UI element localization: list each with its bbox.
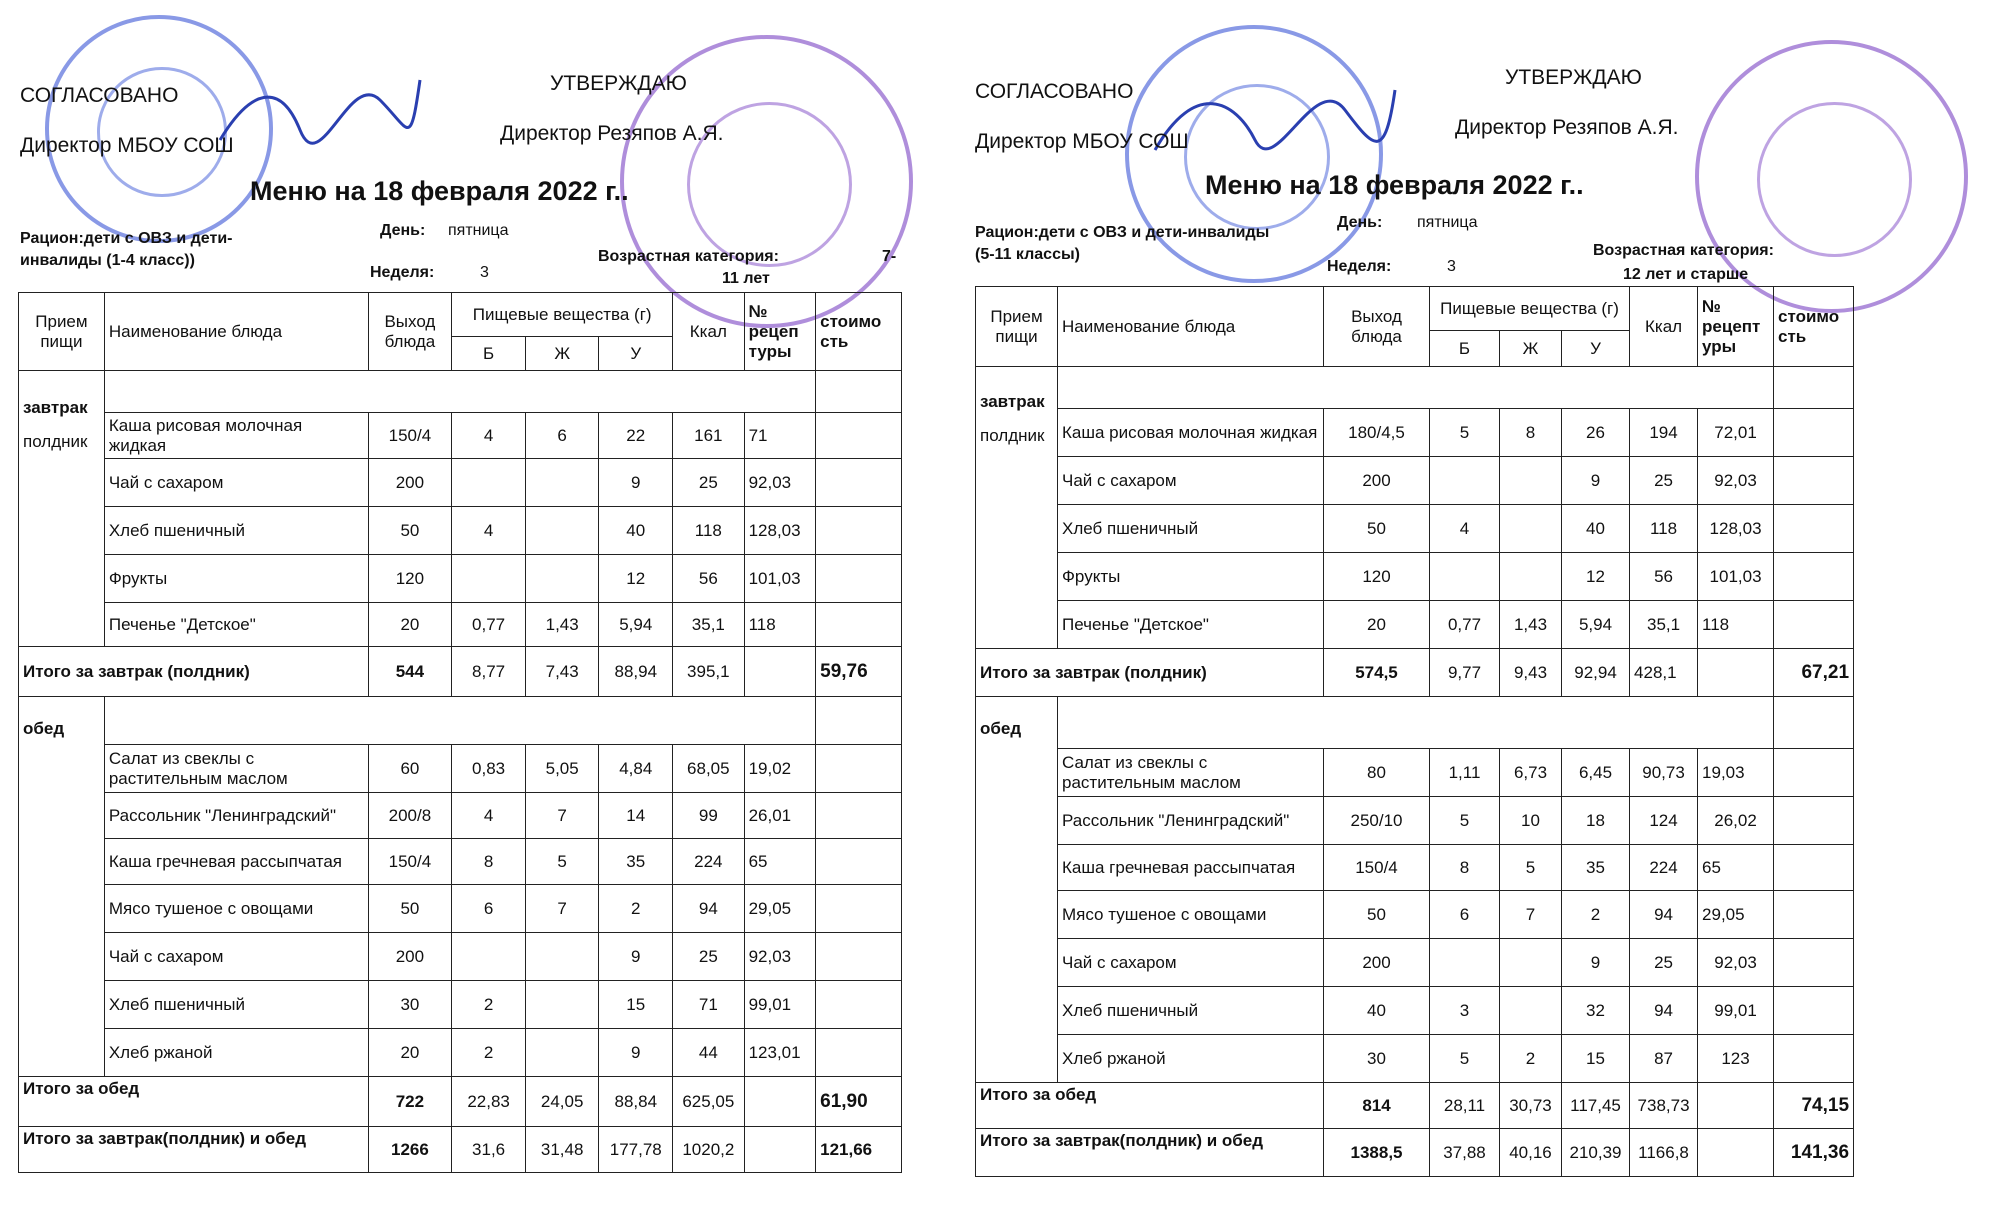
yield-cell: 1266	[368, 1127, 452, 1173]
table-row	[976, 987, 1854, 1035]
protein-cell: 6	[1430, 891, 1500, 939]
carbs-cell: 5,94	[599, 603, 673, 647]
yield-cell: 200/8	[368, 793, 452, 839]
yield-cell: 80	[1324, 749, 1430, 797]
total-label: Итого за обед	[976, 1083, 1324, 1129]
cost-cell: 141,36	[1774, 1129, 1854, 1177]
meal-label: полдник	[980, 426, 1045, 445]
recipe-cell: 29,05	[744, 885, 816, 933]
fat-cell	[525, 555, 599, 603]
table-row	[976, 797, 1854, 845]
yield-cell: 20	[368, 603, 452, 647]
kcal-cell: 87	[1630, 1035, 1698, 1083]
recipe-cell: 123,01	[744, 1029, 816, 1077]
recipe-cell: 128,03	[1698, 505, 1774, 553]
week-value: 3	[1447, 258, 1456, 275]
yield-cell: 150/4	[368, 413, 452, 459]
table-row	[976, 891, 1854, 939]
fat-cell: 5	[1500, 845, 1562, 891]
meal-label: обед	[976, 697, 1058, 1083]
total-label: Итого за обед	[19, 1077, 369, 1127]
director-school-label: Директор МБОУ СОШ	[975, 130, 1189, 153]
carbs-cell: 92,94	[1562, 649, 1630, 697]
fat-cell	[1500, 457, 1562, 505]
yield-cell: 20	[1324, 601, 1430, 649]
carbs-cell: 177,78	[599, 1127, 673, 1173]
fat-cell	[525, 981, 599, 1029]
yield-cell: 180/4,5	[1324, 409, 1430, 457]
protein-cell	[452, 459, 526, 507]
yield-cell: 200	[368, 933, 452, 981]
dish-name: Фрукты	[1058, 553, 1324, 601]
dish-name: Каша рисовая молочная жидкая	[104, 413, 368, 459]
header-nutrients: Пищевые вещества (г)	[452, 293, 673, 337]
recipe-cell: 29,05	[1698, 891, 1774, 939]
yield-cell: 30	[368, 981, 452, 1029]
protein-cell: 4	[1430, 505, 1500, 553]
fat-cell	[525, 459, 599, 507]
protein-cell: 28,11	[1430, 1083, 1500, 1129]
header-cost: стоимо сть	[1774, 287, 1854, 367]
header-dish: Наименование блюда	[104, 293, 368, 371]
meal-label: полдник	[23, 432, 88, 451]
fat-cell: 2	[1500, 1035, 1562, 1083]
fat-cell	[525, 1029, 599, 1077]
dish-name: Хлеб ржаной	[1058, 1035, 1324, 1083]
yield-cell: 250/10	[1324, 797, 1430, 845]
protein-cell: 4	[452, 413, 526, 459]
kcal-cell: 94	[673, 885, 745, 933]
kcal-cell: 395,1	[673, 647, 745, 697]
kcal-cell: 118	[1630, 505, 1698, 553]
fat-cell: 1,43	[1500, 601, 1562, 649]
cost-cell: 121,66	[816, 1127, 902, 1173]
kcal-cell: 94	[1630, 987, 1698, 1035]
agreed-label: СОГЛАСОВАНО	[20, 84, 179, 107]
carbs-cell: 9	[599, 933, 673, 981]
protein-cell: 22,83	[452, 1077, 526, 1127]
protein-cell: 1,11	[1430, 749, 1500, 797]
table-row	[19, 981, 902, 1029]
menu-table	[975, 286, 1854, 1177]
recipe-cell: 19,03	[1698, 749, 1774, 797]
kcal-cell: 194	[1630, 409, 1698, 457]
protein-cell	[452, 555, 526, 603]
recipe-cell: 101,03	[1698, 553, 1774, 601]
fat-cell: 7	[525, 885, 599, 933]
fat-cell: 5	[525, 839, 599, 885]
kcal-cell: 224	[1630, 845, 1698, 891]
fat-cell: 30,73	[1500, 1083, 1562, 1129]
kcal-cell: 35,1	[673, 603, 745, 647]
day-label: День:	[1337, 214, 1383, 231]
table-row	[19, 413, 902, 459]
recipe-cell: 92,03	[744, 933, 816, 981]
table-row	[19, 507, 902, 555]
recipe-cell: 92,03	[1698, 457, 1774, 505]
dish-name: Хлеб пшеничный	[104, 507, 368, 555]
day-value: пятница	[448, 222, 509, 239]
header-nutrients: Пищевые вещества (г)	[1430, 287, 1630, 331]
protein-cell: 0,83	[452, 745, 526, 793]
yield-cell: 722	[368, 1077, 452, 1127]
carbs-cell: 14	[599, 793, 673, 839]
dish-name: Салат из свеклы с растительным маслом	[104, 745, 368, 793]
header-cost: стоимо сть	[816, 293, 902, 371]
carbs-cell: 35	[599, 839, 673, 885]
recipe-cell: 72,01	[1698, 409, 1774, 457]
kcal-cell: 90,73	[1630, 749, 1698, 797]
recipe-cell: 128,03	[744, 507, 816, 555]
carbs-cell: 9	[1562, 939, 1630, 987]
yield-cell: 120	[368, 555, 452, 603]
yield-cell: 814	[1324, 1083, 1430, 1129]
protein-cell: 2	[452, 981, 526, 1029]
table-row	[976, 601, 1854, 649]
meal-cell-breakfast	[19, 371, 105, 647]
fat-cell: 40,16	[1500, 1129, 1562, 1177]
protein-cell	[452, 933, 526, 981]
dish-name: Хлеб пшеничный	[104, 981, 368, 1029]
meal-label: обед	[19, 697, 105, 1077]
total-label: Итого за завтрак(полдник) и обед	[19, 1127, 369, 1173]
fat-cell: 7	[1500, 891, 1562, 939]
protein-cell: 31,6	[452, 1127, 526, 1173]
dish-name: Чай с сахаром	[104, 933, 368, 981]
protein-cell: 8,77	[452, 647, 526, 697]
yield-cell: 574,5	[1324, 649, 1430, 697]
menu-sheet-left	[10, 0, 970, 1222]
yield-cell: 50	[368, 507, 452, 555]
yield-cell: 120	[1324, 553, 1430, 601]
header-fat: Ж	[525, 337, 599, 371]
dish-name: Чай с сахаром	[1058, 939, 1324, 987]
carbs-cell: 40	[1562, 505, 1630, 553]
dish-name: Хлеб ржаной	[104, 1029, 368, 1077]
yield-cell: 50	[1324, 891, 1430, 939]
protein-cell: 37,88	[1430, 1129, 1500, 1177]
approve-label: УТВЕРЖДАЮ	[1505, 66, 1642, 89]
round-seal-stamp	[45, 15, 273, 243]
protein-cell: 4	[452, 507, 526, 555]
fat-cell: 8	[1500, 409, 1562, 457]
kcal-cell: 1166,8	[1630, 1129, 1698, 1177]
kcal-cell: 161	[673, 413, 745, 459]
kcal-cell: 25	[1630, 939, 1698, 987]
fat-cell: 31,48	[525, 1127, 599, 1173]
total-label: Итого за завтрак (полдник)	[976, 649, 1324, 697]
kcal-cell: 94	[1630, 891, 1698, 939]
approve-label: УТВЕРЖДАЮ	[550, 72, 687, 95]
protein-cell: 5	[1430, 1035, 1500, 1083]
protein-cell: 0,77	[452, 603, 526, 647]
carbs-cell: 35	[1562, 845, 1630, 891]
fat-cell	[1500, 553, 1562, 601]
header-kcal: Ккал	[673, 293, 745, 371]
meal-cell-breakfast	[976, 367, 1058, 649]
kcal-cell: 25	[673, 933, 745, 981]
dish-name: Чай с сахаром	[1058, 457, 1324, 505]
header-kcal: Ккал	[1630, 287, 1698, 367]
protein-cell: 5	[1430, 409, 1500, 457]
recipe-cell: 71	[744, 413, 816, 459]
yield-cell: 1388,5	[1324, 1129, 1430, 1177]
day-value: пятница	[1417, 214, 1478, 231]
cost-cell: 59,76	[816, 647, 902, 697]
meal-label: завтрак	[980, 392, 1045, 411]
table-row	[976, 939, 1854, 987]
cost-cell: 74,15	[1774, 1083, 1854, 1129]
header-meal: Прием пищи	[19, 293, 105, 371]
protein-cell	[1430, 553, 1500, 601]
lunch-total-row	[976, 1083, 1854, 1129]
fat-cell: 7,43	[525, 647, 599, 697]
table-row	[19, 745, 902, 793]
recipe-cell: 118	[1698, 601, 1774, 649]
carbs-cell: 15	[599, 981, 673, 1029]
yield-cell: 50	[1324, 505, 1430, 553]
protein-cell: 4	[452, 793, 526, 839]
dish-name: Рассольник "Ленинградский"	[104, 793, 368, 839]
week-value: 3	[480, 264, 489, 281]
fat-cell: 5,05	[525, 745, 599, 793]
protein-cell: 9,77	[1430, 649, 1500, 697]
header-carbs: У	[599, 337, 673, 371]
yield-cell: 30	[1324, 1035, 1430, 1083]
kcal-cell: 428,1	[1630, 649, 1698, 697]
recipe-cell: 99,01	[1698, 987, 1774, 1035]
table-row	[19, 793, 902, 839]
table-row	[976, 553, 1854, 601]
kcal-cell: 124	[1630, 797, 1698, 845]
protein-cell: 0,77	[1430, 601, 1500, 649]
breakfast-total-row	[19, 647, 902, 697]
breakfast-total-row	[976, 649, 1854, 697]
fat-cell: 7	[525, 793, 599, 839]
recipe-cell: 92,03	[1698, 939, 1774, 987]
carbs-cell: 9	[599, 1029, 673, 1077]
recipe-cell: 65	[1698, 845, 1774, 891]
yield-cell: 150/4	[368, 839, 452, 885]
fat-cell: 1,43	[525, 603, 599, 647]
protein-cell: 6	[452, 885, 526, 933]
table-row	[976, 409, 1854, 457]
carbs-cell: 2	[1562, 891, 1630, 939]
fat-cell: 9,43	[1500, 649, 1562, 697]
table-row	[976, 505, 1854, 553]
recipe-cell: 65	[744, 839, 816, 885]
recipe-cell: 26,01	[744, 793, 816, 839]
carbs-cell: 12	[599, 555, 673, 603]
kcal-cell: 35,1	[1630, 601, 1698, 649]
age-category-value: 11 лет	[722, 270, 770, 287]
carbs-cell: 9	[1562, 457, 1630, 505]
table-row	[19, 933, 902, 981]
protein-cell	[1430, 457, 1500, 505]
dish-name: Печенье "Детское"	[104, 603, 368, 647]
dish-name: Каша гречневая рассыпчатая	[1058, 845, 1324, 891]
table-row	[19, 459, 902, 507]
dish-name: Рассольник "Ленинградский"	[1058, 797, 1324, 845]
fat-cell	[525, 933, 599, 981]
table-row	[976, 457, 1854, 505]
kcal-cell: 71	[673, 981, 745, 1029]
yield-cell: 50	[368, 885, 452, 933]
kcal-cell: 1020,2	[673, 1127, 745, 1173]
fat-cell: 24,05	[525, 1077, 599, 1127]
carbs-cell: 9	[599, 459, 673, 507]
fat-cell	[1500, 987, 1562, 1035]
protein-cell: 8	[452, 839, 526, 885]
dish-name: Хлеб пшеничный	[1058, 987, 1324, 1035]
week-label: Неделя:	[1327, 258, 1392, 275]
carbs-cell: 88,84	[599, 1077, 673, 1127]
age-category-value: 7-	[882, 248, 897, 265]
yield-cell: 60	[368, 745, 452, 793]
protein-cell: 5	[1430, 797, 1500, 845]
ration-label: Рацион:дети с ОВЗ и дети-инвалиды (1-4 класс))	[20, 230, 233, 269]
protein-cell	[1430, 939, 1500, 987]
director-name: Директор Резяпов А.Я.	[1455, 116, 1679, 139]
header-carbs: У	[1562, 331, 1630, 367]
cost-cell: 67,21	[1774, 649, 1854, 697]
table-row	[19, 885, 902, 933]
table-row	[976, 749, 1854, 797]
table-row	[976, 1035, 1854, 1083]
carbs-cell: 26	[1562, 409, 1630, 457]
header-protein: Б	[1430, 331, 1500, 367]
protein-cell: 3	[1430, 987, 1500, 1035]
dish-name: Хлеб пшеничный	[1058, 505, 1324, 553]
kcal-cell: 25	[673, 459, 745, 507]
yield-cell: 40	[1324, 987, 1430, 1035]
dish-name: Мясо тушеное с овощами	[1058, 891, 1324, 939]
fat-cell: 6,73	[1500, 749, 1562, 797]
yield-cell: 200	[1324, 457, 1430, 505]
carbs-cell: 88,94	[599, 647, 673, 697]
yield-cell: 20	[368, 1029, 452, 1077]
cost-cell: 61,90	[816, 1077, 902, 1127]
header-protein: Б	[452, 337, 526, 371]
kcal-cell: 118	[673, 507, 745, 555]
table-row	[19, 1029, 902, 1077]
kcal-cell: 224	[673, 839, 745, 885]
director-name: Директор Резяпов А.Я.	[500, 122, 724, 145]
carbs-cell: 15	[1562, 1035, 1630, 1083]
kcal-cell: 25	[1630, 457, 1698, 505]
protein-cell: 8	[1430, 845, 1500, 891]
recipe-cell: 99,01	[744, 981, 816, 1029]
total-label: Итого за завтрак(полдник) и обед	[976, 1129, 1324, 1177]
dish-name: Чай с сахаром	[104, 459, 368, 507]
lunch-total-row	[19, 1077, 902, 1127]
page-title: Меню на 18 февраля 2022 г..	[1205, 170, 1584, 200]
recipe-cell: 118	[744, 603, 816, 647]
carbs-cell: 32	[1562, 987, 1630, 1035]
fat-cell	[1500, 939, 1562, 987]
agreed-label: СОГЛАСОВАНО	[975, 80, 1134, 103]
age-category-label: Возрастная категория:	[1593, 242, 1774, 259]
menu-table	[18, 292, 902, 1173]
yield-cell: 200	[368, 459, 452, 507]
carbs-cell: 210,39	[1562, 1129, 1630, 1177]
table-row	[19, 839, 902, 885]
director-school-label: Директор МБОУ СОШ	[20, 134, 234, 157]
kcal-cell: 56	[1630, 553, 1698, 601]
page-title: Меню на 18 февраля 2022 г..	[250, 176, 629, 206]
kcal-cell: 738,73	[1630, 1083, 1698, 1129]
carbs-cell: 40	[599, 507, 673, 555]
carbs-cell: 12	[1562, 553, 1630, 601]
grand-total-row	[19, 1127, 902, 1173]
fat-cell: 6	[525, 413, 599, 459]
table-row	[19, 603, 902, 647]
fat-cell	[525, 507, 599, 555]
kcal-cell: 44	[673, 1029, 745, 1077]
kcal-cell: 56	[673, 555, 745, 603]
carbs-cell: 22	[599, 413, 673, 459]
yield-cell: 544	[368, 647, 452, 697]
grand-total-row	[976, 1129, 1854, 1177]
fat-cell	[1500, 505, 1562, 553]
meal-label: завтрак	[23, 398, 88, 417]
header-recipe: № рецепт уры	[1698, 287, 1774, 367]
kcal-cell: 625,05	[673, 1077, 745, 1127]
carbs-cell: 18	[1562, 797, 1630, 845]
yield-cell: 150/4	[1324, 845, 1430, 891]
carbs-cell: 4,84	[599, 745, 673, 793]
fat-cell: 10	[1500, 797, 1562, 845]
header-fat: Ж	[1500, 331, 1562, 367]
header-meal: Прием пищи	[976, 287, 1058, 367]
header-yield: Выход блюда	[368, 293, 452, 371]
dish-name: Каша рисовая молочная жидкая	[1058, 409, 1324, 457]
recipe-cell: 19,02	[744, 745, 816, 793]
table-row	[19, 555, 902, 603]
carbs-cell: 5,94	[1562, 601, 1630, 649]
recipe-cell: 26,02	[1698, 797, 1774, 845]
menu-sheet-right	[975, 0, 1935, 1222]
age-category-label: Возрастная категория:	[598, 248, 779, 265]
recipe-cell: 123	[1698, 1035, 1774, 1083]
carbs-cell: 117,45	[1562, 1083, 1630, 1129]
dish-name: Каша гречневая рассыпчатая	[104, 839, 368, 885]
carbs-cell: 6,45	[1562, 749, 1630, 797]
recipe-cell: 101,03	[744, 555, 816, 603]
recipe-cell: 92,03	[744, 459, 816, 507]
total-label: Итого за завтрак (полдник)	[19, 647, 369, 697]
header-recipe: № рецеп туры	[744, 293, 816, 371]
dish-name: Мясо тушеное с овощами	[104, 885, 368, 933]
ration-label: Рацион:дети с ОВЗ и дети-инвалиды (5-11 классы)	[975, 224, 1270, 263]
day-label: День:	[380, 222, 426, 239]
dish-name: Салат из свеклы с растительным маслом	[1058, 749, 1324, 797]
carbs-cell: 2	[599, 885, 673, 933]
table-row	[976, 845, 1854, 891]
header-yield: Выход блюда	[1324, 287, 1430, 367]
dish-name: Печенье "Детское"	[1058, 601, 1324, 649]
yield-cell: 200	[1324, 939, 1430, 987]
kcal-cell: 68,05	[673, 745, 745, 793]
protein-cell: 2	[452, 1029, 526, 1077]
kcal-cell: 99	[673, 793, 745, 839]
age-category-value: 12 лет и старше	[1623, 266, 1749, 283]
week-label: Неделя:	[370, 264, 435, 281]
header-dish: Наименование блюда	[1058, 287, 1324, 367]
dish-name: Фрукты	[104, 555, 368, 603]
